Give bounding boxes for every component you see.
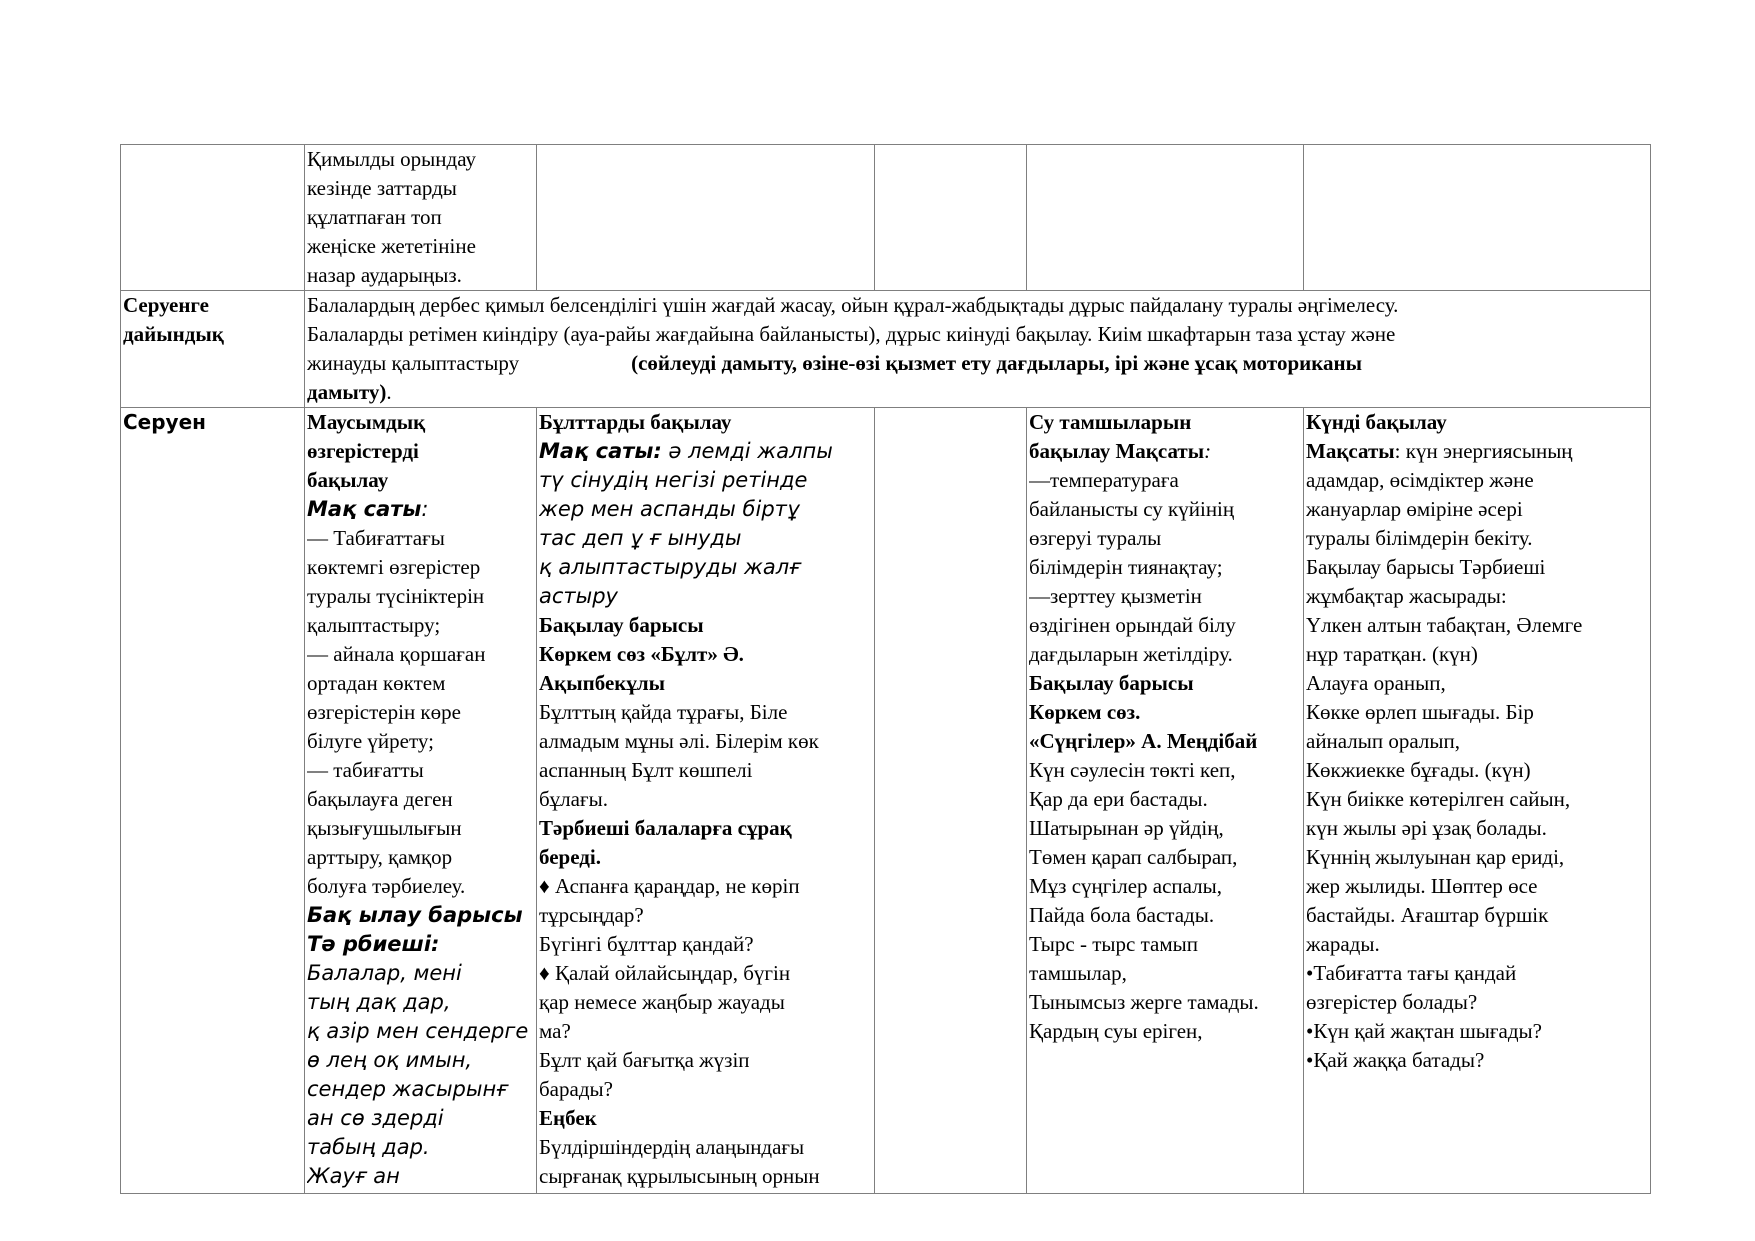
cloud-observation-cell xyxy=(537,408,875,1194)
walk-prep-label xyxy=(121,291,305,408)
poem-line: Тырс - тырс тамып xyxy=(1029,932,1198,956)
sun-observation-cell xyxy=(1304,408,1651,1194)
text-line: жұмбақтар жасырады: xyxy=(1306,584,1507,608)
subheading-line: Бақ ылау барысы xyxy=(307,903,523,927)
c5-title2 xyxy=(1029,437,1303,466)
c6-goal xyxy=(1306,437,1650,466)
walk-prep-line-3-normal: жинауды қалыптастыру xyxy=(307,351,520,375)
goal-line: тү сінудің негізі ретінде xyxy=(539,468,808,492)
goal-line: астыру xyxy=(539,584,618,608)
poem-line: табың дар. xyxy=(307,1135,430,1159)
question-line: ма? xyxy=(539,1019,571,1043)
walk-prep-line-3 xyxy=(307,349,1650,378)
subheading-line: Тәрбиеші балаларға сұрақ xyxy=(539,816,792,840)
table-row xyxy=(121,291,1651,408)
text-line: білімдерін тиянақтау; xyxy=(1029,555,1223,579)
poem-line: бұлағы. xyxy=(539,787,608,811)
poem-line: тың дақ дар, xyxy=(307,990,451,1014)
poem-line: ө лең оқ имын, xyxy=(307,1048,473,1072)
text-line: айналып оралып, xyxy=(1306,729,1460,753)
row-label-line: Серуенге xyxy=(123,293,209,317)
goal-line: тас деп ұ ғ ынуды xyxy=(539,526,742,550)
text-line: болуға тәрбиелеу. xyxy=(307,874,466,898)
water-drop-observation-cell xyxy=(1027,408,1304,1194)
question-line: қар немесе жаңбыр жауады xyxy=(539,990,785,1014)
text-line: өздігінен орындай білу xyxy=(1029,613,1236,637)
c3-goal xyxy=(539,437,874,466)
seasonal-observation-cell xyxy=(305,408,537,1194)
c2-goal-colon: : xyxy=(421,497,429,521)
text-line: өзгерістер болады? xyxy=(1306,990,1478,1014)
poem-line: Төмен қарап салбырап, xyxy=(1029,845,1238,869)
text-line: ортадан көктем xyxy=(307,671,446,695)
subheading-line: Ақыпбекұлы xyxy=(539,671,666,695)
text-line: жер жылиды. Шөптер өсе xyxy=(1306,874,1538,898)
text-line: өзгеруі туралы xyxy=(1029,526,1162,550)
poem-line: аспанның Бұлт көшпелі xyxy=(539,758,753,782)
empty-cell xyxy=(121,145,305,291)
poem-line: Қардың суы еріген, xyxy=(1029,1019,1203,1043)
text-line: Балаларды ретімен киіндіру (ауа-райы жағдайына байланысты), дұрыс киінуді бақылау. Киім шкафтарын таза ұстау және xyxy=(307,322,1396,346)
empty-cell xyxy=(1027,145,1304,291)
text-line: Көкжиекке бұғады. (күн) xyxy=(1306,758,1531,782)
c5-title2-colon: : xyxy=(1204,439,1212,463)
poem-line: Бұлттың қайда тұрағы, Біле xyxy=(539,700,788,724)
text-line: •Күн қай жақтан шығады? xyxy=(1306,1019,1542,1043)
text-line: нұр таратқан. (күн) xyxy=(1306,642,1478,666)
text-line: дағдыларын жетілдіру. xyxy=(1029,642,1233,666)
text-line: туралы түсініктерін xyxy=(307,584,485,608)
text-line: қызығушылығын xyxy=(307,816,462,840)
text-line: —температураға xyxy=(1029,468,1179,492)
c3-goal-label: Мақ саты: xyxy=(539,439,662,463)
text-line: — табиғатты xyxy=(307,758,424,782)
text-line: бақылауға деген xyxy=(307,787,453,811)
text-line: •Табиғатта тағы қандай xyxy=(1306,961,1517,985)
section-title-line: Су тамшыларын xyxy=(1029,410,1192,434)
poem-line: сендер жасырынғ xyxy=(307,1077,508,1101)
row-label-line: дайындық xyxy=(123,322,224,346)
text-line: туралы білімдерін бекіту. xyxy=(1306,526,1533,550)
subheading-line: Тә рбиеші: xyxy=(307,932,440,956)
walk-prep-line-4-tail: . xyxy=(386,380,392,404)
poem-line: Жауғ ан xyxy=(307,1164,400,1188)
subheading-line: береді. xyxy=(539,845,601,869)
text-line: назар аударыңыз. xyxy=(307,263,462,287)
question-line: ♦ Қалай ойлайсыңдар, бүгін xyxy=(539,961,791,985)
text-line: Бақылау барысы Тәрбиеші xyxy=(1306,555,1546,579)
c2-goal-label: Мақ саты xyxy=(307,497,422,521)
text-line: — айнала қоршаған xyxy=(307,642,486,666)
text-line: көктемгі өзгерістер xyxy=(307,555,481,579)
text-line: қалыптастыру; xyxy=(307,613,441,637)
poem-line: Күн сәулесін төкті кеп, xyxy=(1029,758,1236,782)
text-line: жануарлар өміріне әсері xyxy=(1306,497,1523,521)
c2-goal xyxy=(307,495,536,524)
text-line: адамдар, өсімдіктер және xyxy=(1306,468,1534,492)
text-line: өзгерістерін көре xyxy=(307,700,461,724)
empty-cell xyxy=(1304,145,1651,291)
text-line: арттыру, қамқор xyxy=(307,845,453,869)
c3-title: Бұлттарды бақылау xyxy=(539,410,732,434)
text-line: бастайды. Ағаштар бүршік xyxy=(1306,903,1549,927)
c5-title2-text: бақылау Мақсаты xyxy=(1029,439,1205,463)
text-line: —зерттеу қызметін xyxy=(1029,584,1202,608)
text-line: Күннің жылуынан қар ериді, xyxy=(1306,845,1565,869)
text-line: жарады. xyxy=(1306,932,1380,956)
c3-goal-first: ә лемді жалпы xyxy=(661,439,833,463)
text-line: құлатпаған топ xyxy=(307,205,442,229)
goal-line: жер мен аспанды біртұ xyxy=(539,497,800,521)
poem-line: Шатырынан әр үйдің, xyxy=(1029,816,1224,840)
question-line: барады? xyxy=(539,1077,613,1101)
empty-cell xyxy=(875,408,1027,1194)
subheading-line: Бақылау барысы xyxy=(539,613,704,637)
poem-line: қ азір мен сендерге xyxy=(307,1019,529,1043)
empty-cell xyxy=(537,145,875,291)
subheading-line: «Сүңгілер» А. Меңдібай xyxy=(1029,729,1258,753)
poem-line: Балалар, мені xyxy=(307,961,462,985)
walk-label-text: Серуен xyxy=(123,410,206,434)
c6-title: Күнді бақылау xyxy=(1306,410,1447,434)
text-line: сырғанақ құрылысының орнын xyxy=(539,1164,820,1188)
text-line: білуге үйрету; xyxy=(307,729,434,753)
plan-table xyxy=(120,144,1651,1194)
subheading-line: Көркем сөз «Бұлт» Ә. xyxy=(539,642,744,666)
text-line: Күн биікке көтерілген сайын, xyxy=(1306,787,1571,811)
empty-cell xyxy=(875,145,1027,291)
walk-prep-line-3-bold: (сөйлеуді дамыту, өзіне-өзі қызмет ету дағдылары, ірі және ұсақ моториканы xyxy=(631,351,1363,375)
walk-prep-line-4-bold: дамыту) xyxy=(307,380,387,404)
text-line: байланысты су күйінің xyxy=(1029,497,1235,521)
poem-line: Тынымсыз жерге тамады. xyxy=(1029,990,1259,1014)
table-row xyxy=(121,408,1651,1194)
walk-label xyxy=(121,408,305,1194)
walk-prep-text xyxy=(305,291,1651,408)
text-line: күн жылы әрі ұзақ болады. xyxy=(1306,816,1547,840)
text-line: — Табиғаттағы xyxy=(307,526,445,550)
subheading-line: Бақылау барысы xyxy=(1029,671,1194,695)
question-line: Бүгінгі бұлттар қандай? xyxy=(539,932,754,956)
text-line: Бүлдіршіндердің алаңындағы xyxy=(539,1135,805,1159)
c3-labor-title: Еңбек xyxy=(539,1106,597,1130)
text-line: Үлкен алтын табақтан, Әлемге xyxy=(1306,613,1583,637)
question-line: Бұлт қай бағытқа жүзіп xyxy=(539,1048,750,1072)
text-line: кезінде заттарды xyxy=(307,176,457,200)
poem-line: Мұз сүңгілер аспалы, xyxy=(1029,874,1222,898)
c6-goal-label: Мақсаты xyxy=(1306,439,1395,463)
poem-line: Қар да ери бастады. xyxy=(1029,787,1208,811)
text-line: Көкке өрлеп шығады. Бір xyxy=(1306,700,1534,724)
goal-line: қ алыптастыруды жалғ xyxy=(539,555,801,579)
poem-line: тамшылар, xyxy=(1029,961,1127,985)
text-line: жеңіске жететініне xyxy=(307,234,476,258)
poem-line: Пайда бола бастады. xyxy=(1029,903,1215,927)
question-line: тұрсыңдар? xyxy=(539,903,644,927)
section-title-line: Маусымдық xyxy=(307,410,426,434)
movement-note-cell xyxy=(305,145,537,291)
text-line: •Қай жаққа батады? xyxy=(1306,1048,1485,1072)
section-title-line: өзгерістерді xyxy=(307,439,419,463)
subheading-line: Көркем сөз. xyxy=(1029,700,1141,724)
section-title-line: бақылау xyxy=(307,468,389,492)
text-line: Алауға оранып, xyxy=(1306,671,1446,695)
c6-goal-first: : күн энергиясының xyxy=(1394,439,1573,463)
table-row xyxy=(121,145,1651,291)
question-line: ♦ Аспанға қараңдар, не көріп xyxy=(539,874,800,898)
text-line: Қимылды орындау xyxy=(307,147,476,171)
poem-line: алмадым мұны әлі. Білерім көк xyxy=(539,729,819,753)
poem-line: ан сө здерді xyxy=(307,1106,444,1130)
walk-prep-line-4 xyxy=(307,378,1650,407)
text-line: Балалардың дербес қимыл белсенділігі үшін жағдай жасау, ойын құрал-жабдықтады дұрыс пайдалану туралы әңгімелесу. xyxy=(307,293,1399,317)
